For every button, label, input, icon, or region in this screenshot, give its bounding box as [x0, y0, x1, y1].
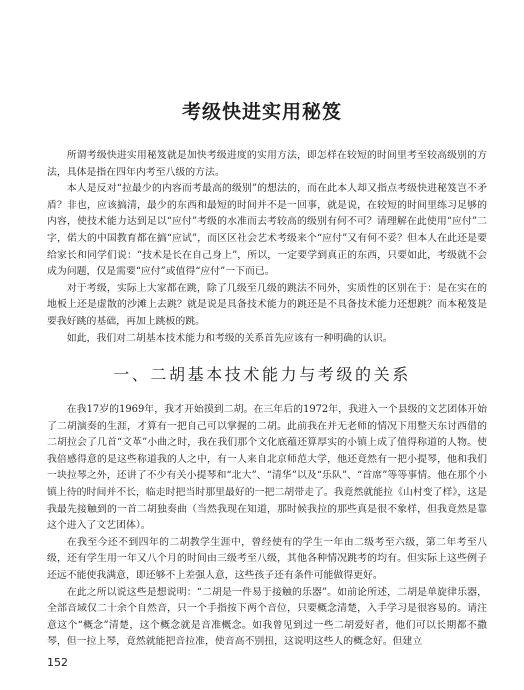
intro-text	[47, 148, 487, 347]
section-body	[47, 402, 487, 651]
body-paragraph: 在我17岁的1969年，我才开始摸到二胡。在三年后的1972年，我进入一个县级的文艺团体开始了二胡演奏的生涯，才算有一把自己可以掌握的二胡。此前我在并无老师的情况下用整天东讨西借的二胡拉会了几首“文革”小曲之时，我在我们那个文化底蕴还算厚实的小镇上成了值得称道的人物。使我倍感得意的是这些称道我的人之中，有一人来自北京师范大学，他还竟然有一把小提琴，他和我们一块拉琴之外，还讲了不少有关小提琴和“北大”、“清华”以及“乐队”、“首席”等等事情。他在那个小镇上待的时间并不长，临走时把当时那里最好的一把二胡带走了。我竟然就能拉《山村变了样》，这是我最先接触到的一首二胡独奏曲（当然我现在知道，那时候我拉的那些真是很不象样，但我竟然是靠这个进入了文艺团体）。	[47, 404, 487, 532]
body-paragraph: 在此之所以说这些是想说明：“二胡是一件易于接触的乐器”。如前论所述，二胡是单旋律乐器，全部音域仅二十余个自然音，只一个手指按下两个音位，只要概念清楚，入手学习是很容易的。请注意这个“概念”清楚，这个概念就是音准概念。如我曾见到过一些二胡爱好者，他们可以长期都不撒琴，但一拉上琴，竟然就能把音拉准，使音高不别扭，这说明这些人的概念好。但建立	[47, 586, 487, 648]
chapter-title: 考级快进实用秘笈	[181, 101, 342, 123]
intro-paragraph: 如此，我们对二胡基本技术能力和考级的关系首先应该有一种明确的认识。	[66, 332, 393, 344]
page-number: 152	[47, 656, 68, 669]
intro-paragraph: 所谓考级快进实用秘笈就是加快考级进度的实用方法，即怎样在较短的时间里考至较高级别的方法，具体是指在四年内考至八级的方法。	[47, 150, 487, 178]
intro-paragraph: 对于考级，实际上大家都在跳，除了几级至几级的跳法不同外，实质性的区别在于：是在实在的地板上还是虚散的沙滩上去跳？就是说是具备技术能力的跳还是不具备技术能力还想跳？而本秘笈是要我好跳的基础，再加上跳板的跳。	[47, 282, 487, 327]
body-paragraph: 在我至今还不到四年的二胡教学生涯中，曾经使有的学生一年由二级考至六级，第二年考至八级，还有学生用一年又八个月的时间由三级考至八级，其他各种情况跳考的均有。但实际上这些例子还远不能使我满意，即还够不上差强人意，这些孩子还有条件可能做得更好。	[47, 536, 487, 581]
section-heading: 一、二胡基本技术能力与考级的关系	[113, 365, 411, 384]
intro-paragraph: 本人是反对“拉最少的内容而考最高的级别”的想法的，而在此本人却又指点考级快进秘笈岂不矛盾？非也，应该搞清，最少的东西和最短的时间并不是一回事，就是说，在较短的时间里练习足够的内容，使技术能力达到足以“应付”考级的水准而去考较高的级别有何不可？请理解在此使用“应付”二字，偌大的中国教育都在搞“应试”，而区区社会艺术考级来个“应付”又有何不妥？但本人在此还是要给家长和同学们说：“技术是长在自己身上”，所以，一定要学到真正的东西，只要如此，考级就不会成为问题，仅是需要“应付”或值得“应付”一下而已。	[47, 183, 487, 278]
